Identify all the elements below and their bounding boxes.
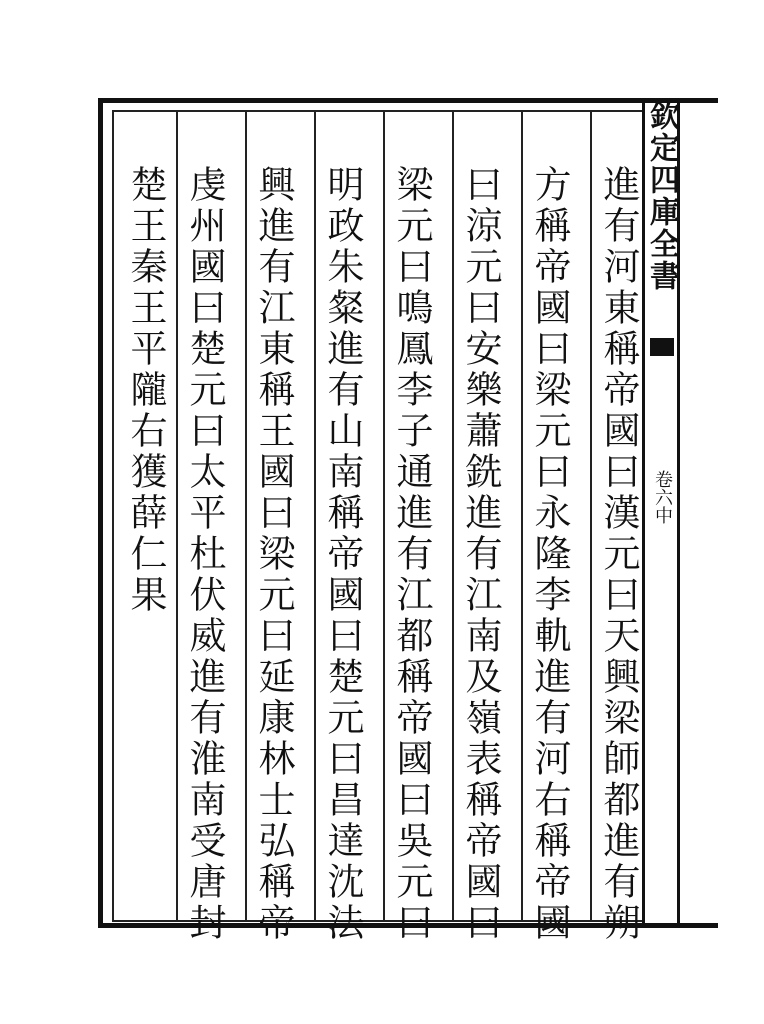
column-divider bbox=[314, 112, 316, 920]
text-column: 興進有江東稱王國曰梁元曰延康林士弘稱帝 bbox=[252, 165, 295, 944]
column-divider bbox=[452, 112, 454, 920]
margin-volume-label: 卷六中 bbox=[652, 470, 673, 524]
column-divider bbox=[245, 112, 247, 920]
text-column: 方稱帝國曰梁元曰永隆李軌進有河右稱帝國 bbox=[528, 165, 571, 944]
fish-tail-mark-icon bbox=[650, 338, 674, 356]
column-divider bbox=[176, 112, 178, 920]
margin-book-title: 欽定四庫全書 bbox=[644, 100, 679, 292]
column-divider bbox=[590, 112, 592, 920]
text-column: 明政朱粲進有山南稱帝國曰楚元曰昌達沈法 bbox=[321, 165, 364, 944]
text-column: 楚王秦王平隴右獲薛仁果 bbox=[124, 165, 167, 616]
text-column: 梁元曰鳴鳳李子通進有江都稱帝國曰吳元曰 bbox=[390, 165, 433, 944]
column-divider bbox=[383, 112, 385, 920]
text-column: 曰涼元曰安樂蕭銑進有江南及嶺表稱帝國曰 bbox=[459, 165, 502, 944]
text-column: 進有河東稱帝國曰漢元曰天興梁師都進有朔 bbox=[597, 165, 640, 944]
text-column: 虔州國曰楚元曰太平杜伏威進有淮南受唐封 bbox=[183, 165, 226, 944]
column-divider bbox=[521, 112, 523, 920]
